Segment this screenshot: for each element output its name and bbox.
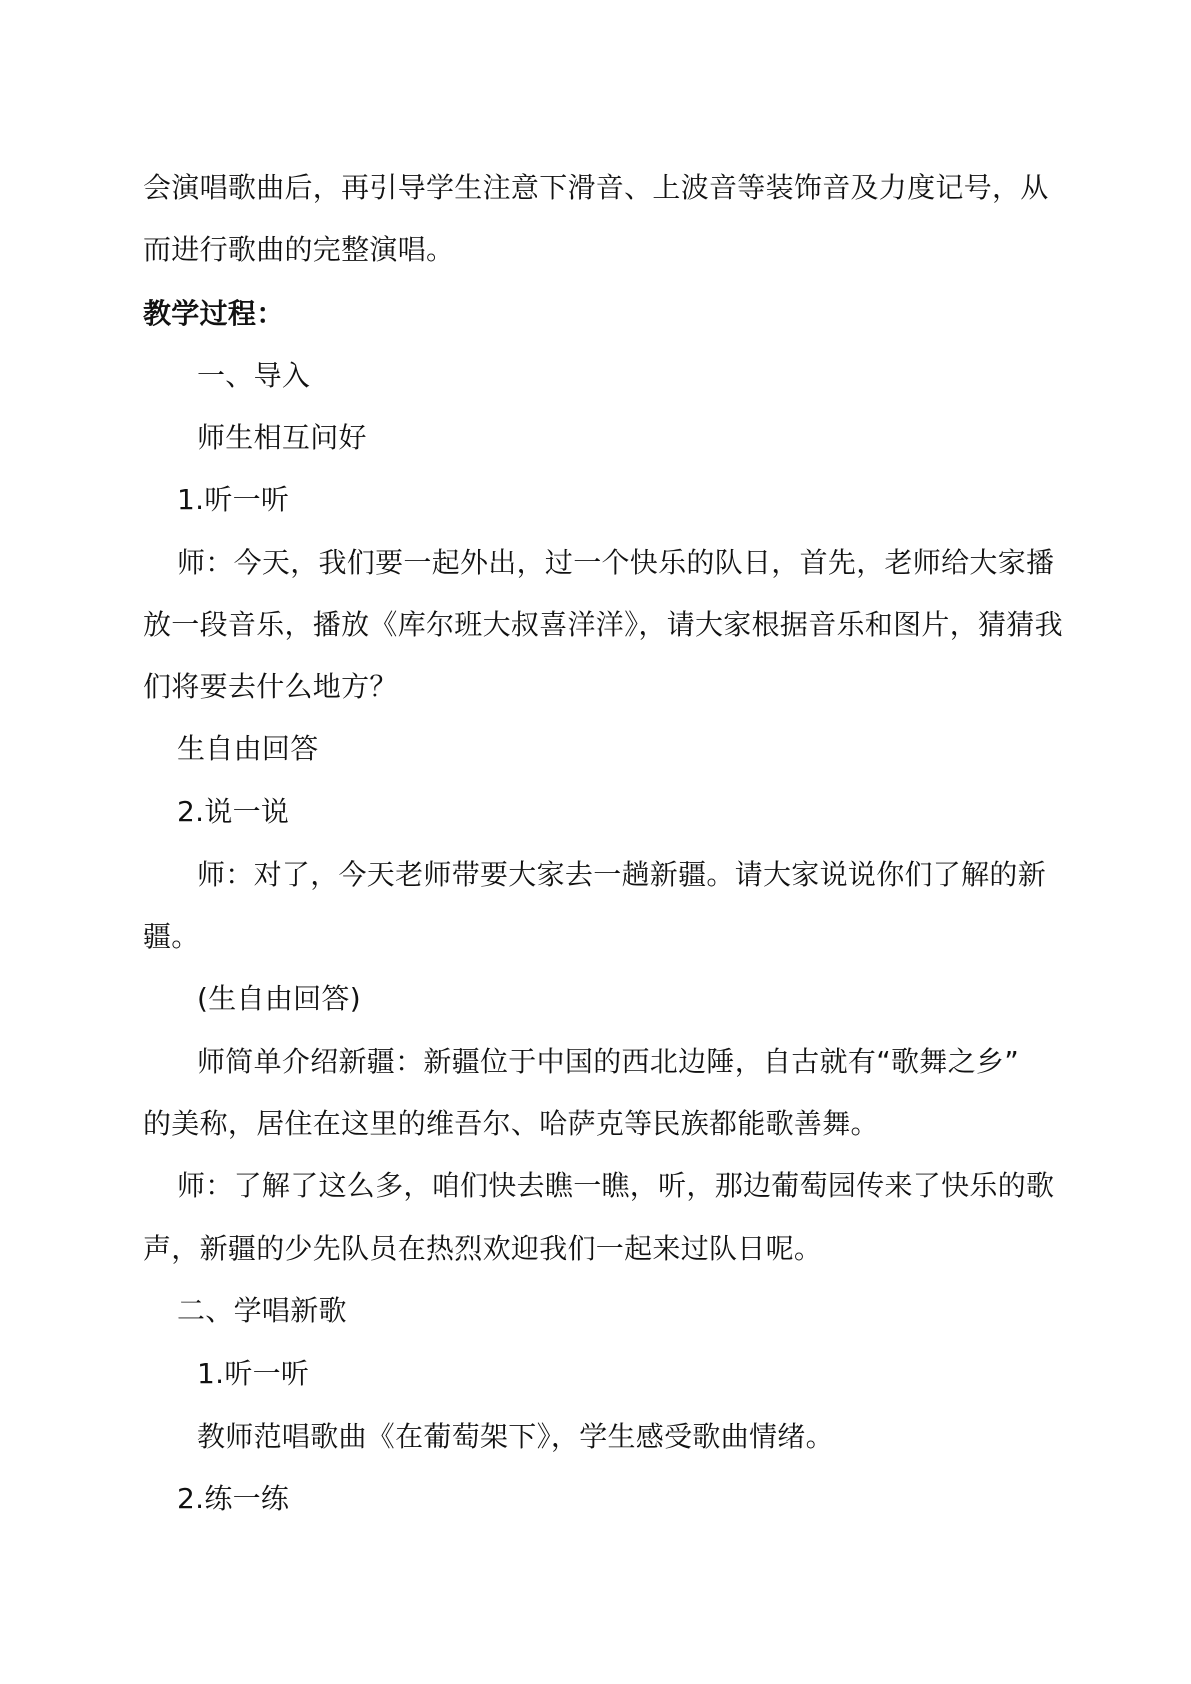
paragraph-line: 疆。: [143, 920, 200, 953]
paragraph-line: 师：对了，今天老师带要大家去一趟新疆。请大家说说你们了解的新: [197, 858, 1047, 891]
paragraph-line: 而进行歌曲的完整演唱。: [143, 233, 455, 266]
subsection-heading: 二、学唱新歌: [177, 1294, 347, 1327]
paragraph-line: 们将要去什么地方？: [143, 670, 398, 703]
paragraph-line: 师：今天，我们要一起外出，过一个快乐的队日，首先，老师给大家播: [177, 546, 1055, 579]
paragraph-line: 师：了解了这么多，咱们快去瞧一瞧，听，那边葡萄园传来了快乐的歌: [177, 1169, 1055, 1202]
paragraph-line: 教师范唱歌曲《在葡萄架下》，学生感受歌曲情绪。: [197, 1420, 834, 1453]
section-heading: 教学过程：: [143, 297, 285, 330]
paragraph-line: (生自由回答): [197, 982, 361, 1015]
paragraph-line: 师简单介绍新疆：新疆位于中国的西北边陲，自古就有“歌舞之乡”: [197, 1045, 1020, 1078]
step-heading: 1.听一听: [177, 483, 290, 516]
step-heading: 1.听一听: [197, 1357, 310, 1390]
step-heading: 2.说一说: [177, 795, 290, 828]
paragraph-line: 声，新疆的少先队员在热烈欢迎我们一起来过队日呢。: [143, 1232, 823, 1265]
paragraph-line: 放一段音乐，播放《库尔班大叔喜洋洋》，请大家根据音乐和图片，猜猜我: [143, 608, 1063, 641]
paragraph-line: 的美称，居住在这里的维吾尔、哈萨克等民族都能歌善舞。: [143, 1107, 879, 1140]
paragraph-line: 师生相互问好: [197, 421, 367, 454]
paragraph-line: 生自由回答: [177, 732, 319, 765]
step-heading: 2.练一练: [177, 1482, 290, 1515]
paragraph-line: 会演唱歌曲后，再引导学生注意下滑音、上波音等装饰音及力度记号，从: [143, 171, 1049, 204]
subsection-heading: 一、导入: [197, 359, 311, 392]
